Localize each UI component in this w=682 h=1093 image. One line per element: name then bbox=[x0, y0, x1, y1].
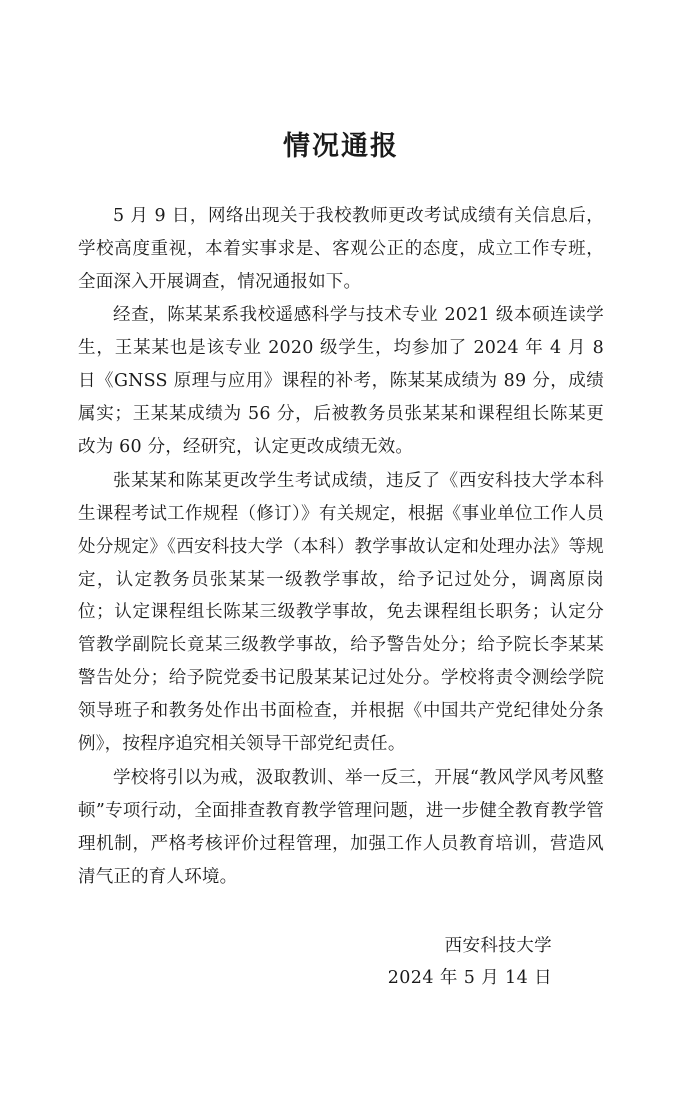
paragraph: 学校将引以为戒，汲取教训、举一反三，开展“教风学风考风整顿”专项行动，全面排查教育教学管理问题，进一步健全教育教学管理机制，严格考核评价过程管理，加强工作人员教育培训，营造风清气正的育人环境。 bbox=[78, 767, 604, 887]
paragraph: 张某某和陈某更改学生考试成绩，违反了《西安科技大学本科生课程考试工作规程（修订）》有关规定，根据《事业单位工作人员处分规定》《西安科技大学（本科）教学事故认定和处理办法》等规定，认定教务员张某某一级教学事故，给予记过处分，调离原岗位；认定课程组长陈某三级教学事故，免去课程组长职务；认定分管教学副院长竟某三级教学事故，给予警告处分；给予院长李某某警告处分；给予院党委书记殷某某记过处分。学校将责令测绘学院领导班子和教务处作出书面检查，并根据《中国共产党纪律处分条例》，按程序追究相关领导干部党纪责任。 bbox=[78, 470, 604, 755]
paragraph: 经查，陈某某系我校遥感科学与技术专业 2021 级本硕连读学生，王某某也是该专业 2020 级学生，均参加了 2024 年 4 月 8 日《GNSS 原理与应用》课程的补考，陈某某成绩为 89 分，成绩属实；王某某成绩为 56 分，后被教务员张某某和课程组长陈某更改为 60 分，经研究，认定更改成绩无效。 bbox=[78, 305, 604, 458]
page-title: 情况通报 bbox=[283, 131, 399, 162]
document-body bbox=[78, 200, 604, 894]
signature-block bbox=[78, 930, 604, 995]
signature-date: 2024 年 5 月 14 日 bbox=[387, 967, 552, 988]
signature-organization: 西安科技大学 bbox=[444, 935, 552, 956]
document-page bbox=[0, 128, 682, 1093]
paragraph: 5 月 9 日，网络出现关于我校教师更改考试成绩有关信息后，学校高度重视，本着实事求是、客观公正的态度，成立工作专班，全面深入开展调查，情况通报如下。 bbox=[78, 205, 604, 292]
